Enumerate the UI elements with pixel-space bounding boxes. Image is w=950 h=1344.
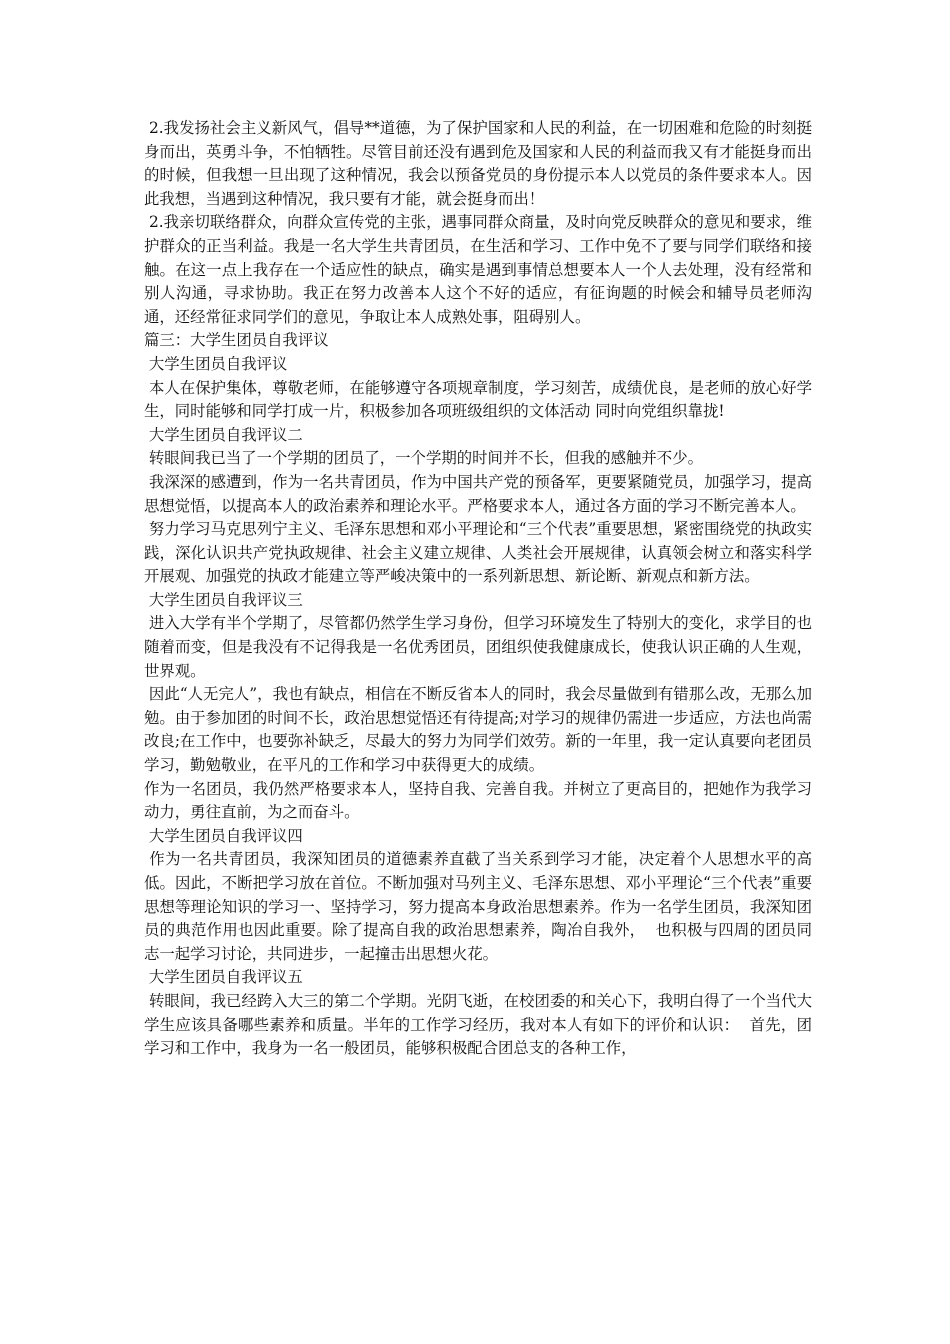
paragraph: 努力学习马克思列宁主义、毛泽东思想和邓小平理论和“三个代表”重要思想，紧密围绕党的执政实践，深化认识共产党执政规律、社会主义建立规律、人类社会开展规律，认真领会树立和落实科学开展观、加强党的执政才能建立等严峻决策中的一系列新思想、新论断、新观点和新方法。 (144, 520, 812, 586)
paragraph: 作为一名共青团员，我深知团员的道德素养直截了当关系到学习才能，决定着个人思想水平的高低。因此，不断把学习放在首位。不断加强对马列主义、毛泽东思想、邓小平理论“三个代表”重要思想等理论知识的学习一、坚持学习，努力提高本身政治思想素养。作为一名学生团员，我深知团员的典范作用也因此重要。除了提高自我的政治思想素养，陶冶自我外， 也积极与四周的团员同志一起学习讨论，共同进步，一起撞击出思想火花。 (144, 850, 812, 963)
subsection-title: 大学生团员自我评议五 (144, 968, 303, 987)
paragraph: 2.我发扬社会主义新风气，倡导**道德，为了保护国家和人民的利益，在一切困难和危险的时刻挺身而出，英勇斗争，不怕牺牲。尽管目前还没有遇到危及国家和人民的利益而我又有才能挺身而出的时候，但我想一旦出现了这种情况，我会以预备党员的身份提示本人以党员的条件要求本人。因此我想，当遇到这种情况，我只要有才能，就会挺身而出！ (144, 119, 812, 208)
section-title: 篇三：大学生团员自我评议 (144, 331, 329, 350)
paragraph: 本人在保护集体，尊敬老师，在能够遵守各项规章制度，学习刻苦，成绩优良，是老师的放心好学生，同时能够和同学打成一片，积极参加各项班级组织的文体活动 同时向党组织靠拢! (144, 378, 812, 421)
paragraph: 作为一名团员，我仍然严格要求本人，坚持自我、完善自我。并树立了更高目的，把她作为我学习动力，勇往直前，为之而奋斗。 (144, 779, 812, 822)
subsection-title: 大学生团员自我评议四 (144, 826, 303, 845)
paragraph: 因此“人无完人”，我也有缺点，相信在不断反省本人的同时，我会尽量做到有错那么改，无那么加勉。由于参加团的时间不长，政治思想觉悟还有待提高;对学习的规律仍需进一步适应，方法也尚需改良;在工作中，也要弥补缺乏，尽最大的努力为同学们效劳。新的一年里，我一定认真要向老团员学习，勤勉敬业，在平凡的工作和学习中获得更大的成绩。 (144, 685, 812, 775)
subsection-title: 大学生团员自我评议 (144, 354, 288, 373)
paragraph: 2.我亲切联络群众，向群众宣传党的主张，遇事同群众商量，及时向党反映群众的意见和要求，维护群众的正当利益。我是一名大学生共青团员，在生活和学习、工作中免不了要与同学们联络和接触。在这一点上我存在一个适应性的缺点，确实是遇到事情总想要本人一个人去处理，没有经常和别人沟通，寻求协助。我正在努力改善本人这个不好的适应，有征询题的时候会和辅导员老师沟通，还经常征求同学们的意见，争取让本人成熟处事，阻碍别人。 (144, 213, 812, 326)
paragraph: 我深深的感遭到，作为一名共青团员，作为中国共产党的预备军，更要紧随党员，加强学习，提高思想觉悟，以提高本人的政治素养和理论水平。严格要求本人，通过各方面的学习不断完善本人。 (144, 472, 812, 515)
document-page (144, 117, 812, 1061)
paragraph: 转眼间我已当了一个学期的团员了，一个学期的时间并不长，但我的感触并不少。 (144, 449, 703, 468)
subsection-title: 大学生团员自我评议三 (144, 590, 303, 609)
paragraph: 转眼间，我已经跨入大三的第二个学期。光阴飞逝，在校团委的和关心下，我明白得了一个当代大学生应该具备哪些素养和质量。半年的工作学习经历，我对本人有如下的评价和认识： 首先，团学习和工作中，我身为一名一般团员，能够积极配合团总支的各种工作， (144, 991, 812, 1058)
paragraph: 进入大学有半个学期了，尽管都仍然学生学习身份，但学习环境发生了特别大的变化，求学目的也随着而变，但是我没有不记得我是一名优秀团员，团组织使我健康成长，使我认识正确的人生观，世界观。 (144, 614, 812, 680)
subsection-title: 大学生团员自我评议二 (144, 425, 303, 444)
